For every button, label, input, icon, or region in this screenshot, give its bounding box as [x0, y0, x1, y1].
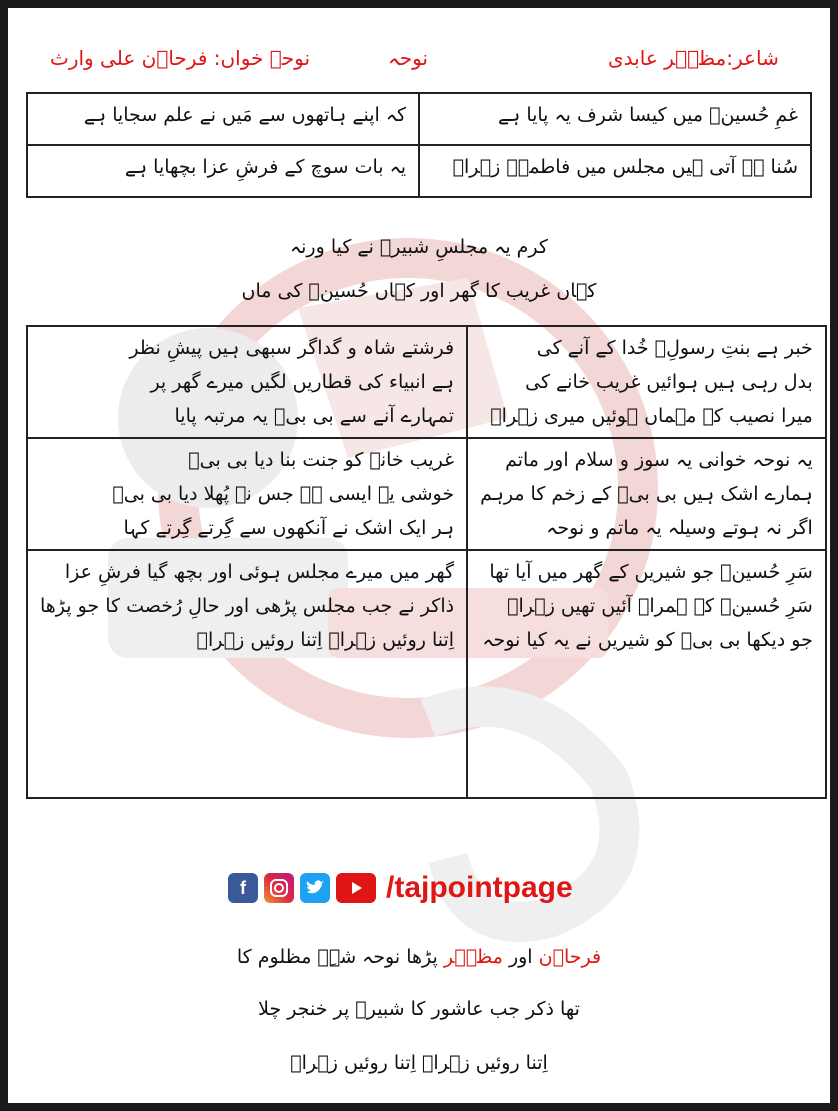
- verse-line: اگر نہ ہوتے وسیلہ یہ ماتم و نوحہ: [546, 517, 813, 539]
- verse-line: بدل رہی ہیں ہوائیں غریب خانے کی: [525, 371, 813, 393]
- verse-line: یہ بات سوچ کے فرشِ عزا بچھایا ہے: [124, 156, 406, 178]
- facebook-icon[interactable]: f: [228, 873, 258, 903]
- table-row: [27, 93, 811, 145]
- chorus-line-2: کہاں غریب کا گھر اور کہاں حُسینؑ کی ماں: [241, 280, 597, 302]
- verse-line: سَرِ حُسینؑ کے ہمراہ آئیں تھیں زہراؑ: [507, 595, 813, 617]
- verse-line: فرشتے شاہ و گداگر سبھی ہیں پیشِ نظر: [129, 337, 455, 359]
- table-row: [27, 326, 826, 438]
- stanza-cell-right: [467, 550, 826, 798]
- conjunction: اور: [508, 946, 533, 968]
- genre-label: نوحہ: [388, 46, 428, 70]
- social-links: [228, 868, 573, 908]
- verse-cell-left: [27, 145, 419, 197]
- table-row: [27, 145, 811, 197]
- verse-line: خبر ہے بنتِ رسولِؐ خُدا کے آنے کی: [536, 337, 813, 359]
- stanzas-table: [26, 325, 827, 799]
- closing-text: پڑھا نوحہ شہِؑ مظلوم کا: [236, 946, 438, 968]
- stanza-cell-left: [27, 550, 467, 798]
- verse-line: اِتنا روئیں زہراؑ اِتنا روئیں زہراؑ: [196, 629, 455, 651]
- stanza-cell-right: [467, 326, 826, 438]
- verse-line: تمہارے آنے سے بی بیؑ یہ مرتبہ پایا: [174, 405, 455, 427]
- poet-name: مظہؔر: [443, 946, 503, 968]
- social-handle[interactable]: /tajpointpage: [386, 871, 573, 904]
- instagram-icon[interactable]: [264, 873, 294, 903]
- verse-line: میرا نصیب کے مہماں ہوئیں میری زہراؑ: [490, 405, 813, 427]
- closing-line-2: تھا ذکر جب عاشور کا شبیرؑ پر خنجر چلا: [258, 998, 580, 1020]
- verse-line: ہے انبیاء کی قطاریں لگیں میرے گھر پر: [150, 371, 455, 393]
- closing-line-3: اِتنا روئیں زہراؑ اِتنا روئیں زہراؑ: [290, 1052, 548, 1074]
- reciter-name: فرحاؔن: [538, 946, 602, 968]
- verse-cell-right: [419, 145, 811, 197]
- verse-line: جو دیکھا بی بیؑ کو شیریں نے یہ کیا نوحہ: [482, 629, 813, 651]
- verse-line: سَرِ حُسینؑ جو شیریں کے گھر میں آیا تھا: [489, 561, 813, 583]
- verse-line: غریب خانے کو جنت بنا دیا بی بیؑ: [188, 449, 455, 471]
- verse-line: ہمارے اشک ہیں بی بیؑ کے زخم کا مرہم: [480, 483, 813, 505]
- reciter-label: نوحہ خواں: فرحاؔن علی وارث: [50, 46, 311, 70]
- stanza-cell-right: [467, 438, 826, 550]
- verse-cell-left: [27, 93, 419, 145]
- lyrics-page: [8, 8, 830, 1103]
- closing-line-1: [8, 946, 830, 968]
- table-row: [27, 550, 826, 798]
- stanza-cell-left: [27, 438, 467, 550]
- youtube-icon[interactable]: [336, 873, 376, 903]
- chorus-line-1: کرم یہ مجلسِ شبیرؑ نے کیا ورنہ: [290, 236, 548, 258]
- poet-label: شاعر:مظہؔر عابدی: [608, 46, 779, 70]
- verse-line: کہ اپنے ہاتھوں سے مَیں نے علم سجایا ہے: [83, 104, 406, 126]
- verse-line: ذاکر نے جب مجلس پڑھی اور حالِ رُخصت کا جو پڑھا: [40, 595, 455, 617]
- opening-couplets-table: [26, 92, 812, 198]
- verse-line: سُنا ہے آتی ہیں مجلس میں فاطمہؑ زہراؑ: [452, 156, 798, 178]
- verse-line: یہ نوحہ خوانی یہ سوز و سلام اور ماتم: [505, 449, 813, 471]
- header: [8, 46, 830, 86]
- verse-line: ہر ایک اشک نے آنکھوں سے گِرتے گِرتے کہا: [123, 517, 455, 539]
- table-row: [27, 438, 826, 550]
- twitter-icon[interactable]: [300, 873, 330, 903]
- verse-line: خوشی یہ ایسی ہے جس نے پُھلا دیا بی بیؑ: [112, 483, 455, 505]
- verse-line: غمِ حُسینؑ میں کیسا شرف یہ پایا ہے: [498, 104, 798, 126]
- verse-line: گھر میں میرے مجلس ہوئی اور بچھ گیا فرشِ عزا: [64, 561, 455, 583]
- verse-cell-right: [419, 93, 811, 145]
- stanza-cell-left: [27, 326, 467, 438]
